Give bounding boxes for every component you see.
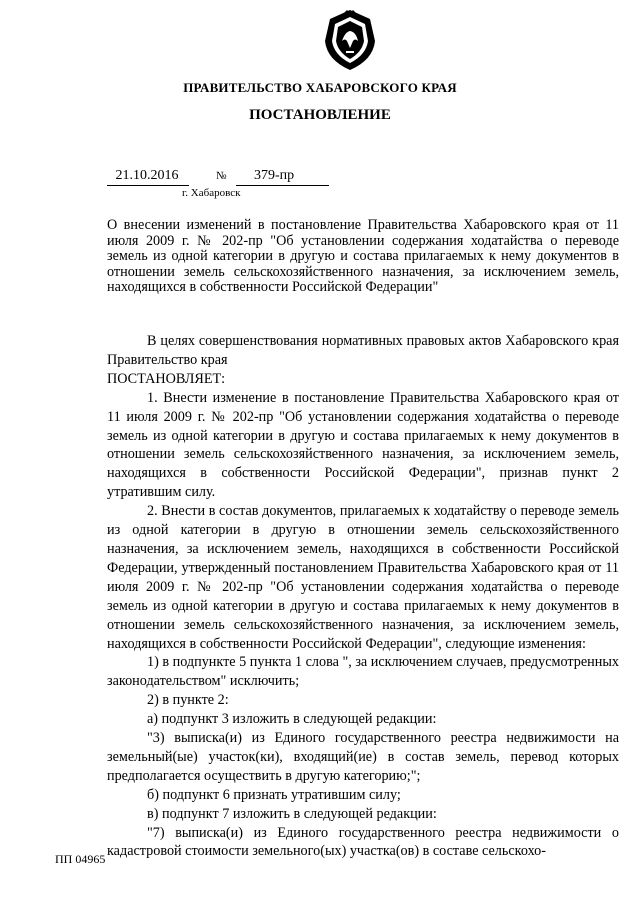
paragraph-2-2-v: в) подпункт 7 изложить в следующей редакции:: [147, 805, 437, 822]
decree-word: ПОСТАНОВЛЯЕТ:: [107, 370, 226, 387]
document-type: ПОСТАНОВЛЕНИЕ: [249, 107, 391, 123]
preamble-paragraph: В целях совершенствования нормативных правовых актов Хабаровского края Правительство края: [107, 333, 619, 368]
paragraph-2-2-a: а) подпункт 3 изложить в следующей редакции:: [147, 711, 437, 728]
footer-code: ПП 04965: [55, 852, 106, 866]
document-title: О внесении изменений в постановление Правительства Хабаровского края от 11 июля 2009 г. № 202-пр "Об установлении содержания ходатайства о переводе земель из одной категории в другую и состава прилагаемых к нему документов в отношении земель сельскохозяйственного назначения, за исключением земель, находящихся в собственности Российской Федерации": [107, 217, 619, 296]
paragraph-2: 2. Внести в состав документов, прилагаемых к ходатайству о переводе земель из одной категории в другую в отношении земель сельскохозяйственного назначения, за исключением земель, находящихся в собственности Российской Федерации, утвержденный постановлением Правительства Хабаровского края от 11 июля 2009 г. № 202-пр "Об установлении содержания ходатайства о переводе земель из одной категории в другую и состава прилагаемых к нему документов в отношении земель сельскохозяйственного назначения, за исключением земель, находящихся в собственности Российской Федерации", следующие изменения:: [107, 503, 619, 652]
document-number: 379-пр: [254, 168, 295, 183]
document-body: [107, 332, 619, 861]
date-underline: [107, 185, 189, 186]
government-name: ПРАВИТЕЛЬСТВО ХАБАРОВСКОГО КРАЯ: [183, 80, 457, 95]
paragraph-2-1: 1) в подпункте 5 пункта 1 слова ", за исключением случаев, предусмотренных законодательством" исключить;: [107, 654, 619, 690]
paragraph-2-2: 2) в пункте 2:: [147, 692, 229, 709]
document-date: 21.10.2016: [115, 168, 179, 183]
quoted-subparagraph-3: "3) выписка(и) из Единого государственного реестра недвижимости на земельный(ые) участок(ки), входящий(ие) в состав земель, перевод которых предполагается осуществить в другую категорию;";: [107, 730, 619, 784]
quoted-subparagraph-7: "7) выписка(и) из Единого государственного реестра недвижимости о кадастровой стоимости земельного(ых) участка(ов) в составе сельскохо-: [107, 824, 619, 860]
number-underline: [236, 185, 329, 186]
paragraph-1: 1. Внести изменение в постановление Правительства Хабаровского края от 11 июля 2009 г. № 202-пр "Об установлении содержания ходатайства о переводе земель из одной категории в другую и состава прилагаемых к нему документов в отношении земель сельскохозяйственного назначения, за исключением земель, находящихся в собственности Российской Федерации", признав пункт 2 утратившим силу.: [107, 389, 619, 501]
coat-of-arms-emblem: [321, 8, 379, 72]
city-name: г. Хабаровск: [182, 187, 241, 199]
number-sign: №: [216, 170, 227, 182]
paragraph-2-2-b: б) подпункт 6 признать утратившим силу;: [147, 786, 401, 803]
